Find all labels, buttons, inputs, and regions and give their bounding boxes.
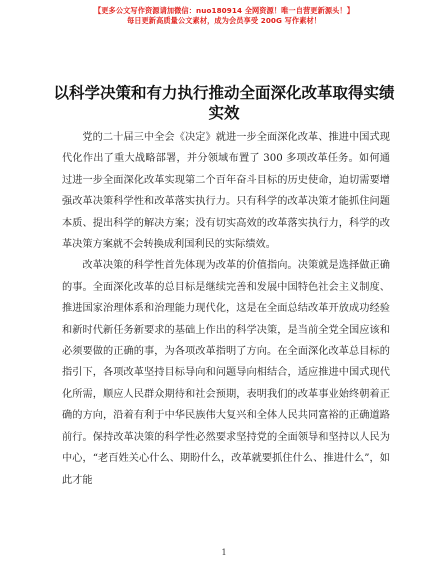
document-title: 以科学决策和有力执行推动全面深化改革取得实绩实效 — [53, 84, 395, 122]
promo-banner-line-2: 每日更新高质量公文素材，成为会员享受 200G 写作素材！ — [126, 16, 322, 25]
body-paragraph-1: 党的二十届三中全会《决定》就进一步全面深化改革、推进中国式现代化作出了重大战略部署，并分领域布置了 300 多项改革任务。如何通过进一步全面深化改革实现第二个百年奋斗目标的历史使命，迫切需要增强改革决策科学性和改革落实执行力。只有科学的改革决策才能抓住问题本质、提出科学的解决方案；没有切实高效的改革落实执行力，科学的改革决策方案就不会转换成利国利民的实际绩效。 — [62, 132, 390, 251]
body-paragraph-2: 改革决策的科学性首先体现为改革的价值指向。决策就是选择做正确的事。全面深化改革的总目标是继续完善和发展中国特色社会主义制度、推进国家治理体系和治理能力现代化，这是在全面总结改革开放成功经验和新时代新任务新要求的基础上作出的科学决策，是当前全党全国应该和必须要做的正确的事，为各项改革指明了方向。在全面深化改革总目标的指引下，各项改革坚持目标导向和问题导向相结合，适应推进中国式现代化所需，顺应人民群众期待和社会预期，表明我们的改革事业始终朝着正确的方向，沿着有利于中华民族伟大复兴和全体人民共同富裕的正确道路前行。保持改革决策的科学性必然要求坚持党的全面领导和坚持以人民为中心，“老百姓关心什么、期盼什么，改革就要抓住什么、推进什么”，如此才能 — [62, 260, 390, 486]
page-number: 1 — [221, 548, 227, 557]
promo-banner — [0, 6, 448, 26]
promo-banner-line-1: 【更多公文写作资源请加微信：nuo180914 全网资源！唯一自营更新源头！】 — [93, 6, 355, 15]
document-body — [62, 127, 390, 491]
